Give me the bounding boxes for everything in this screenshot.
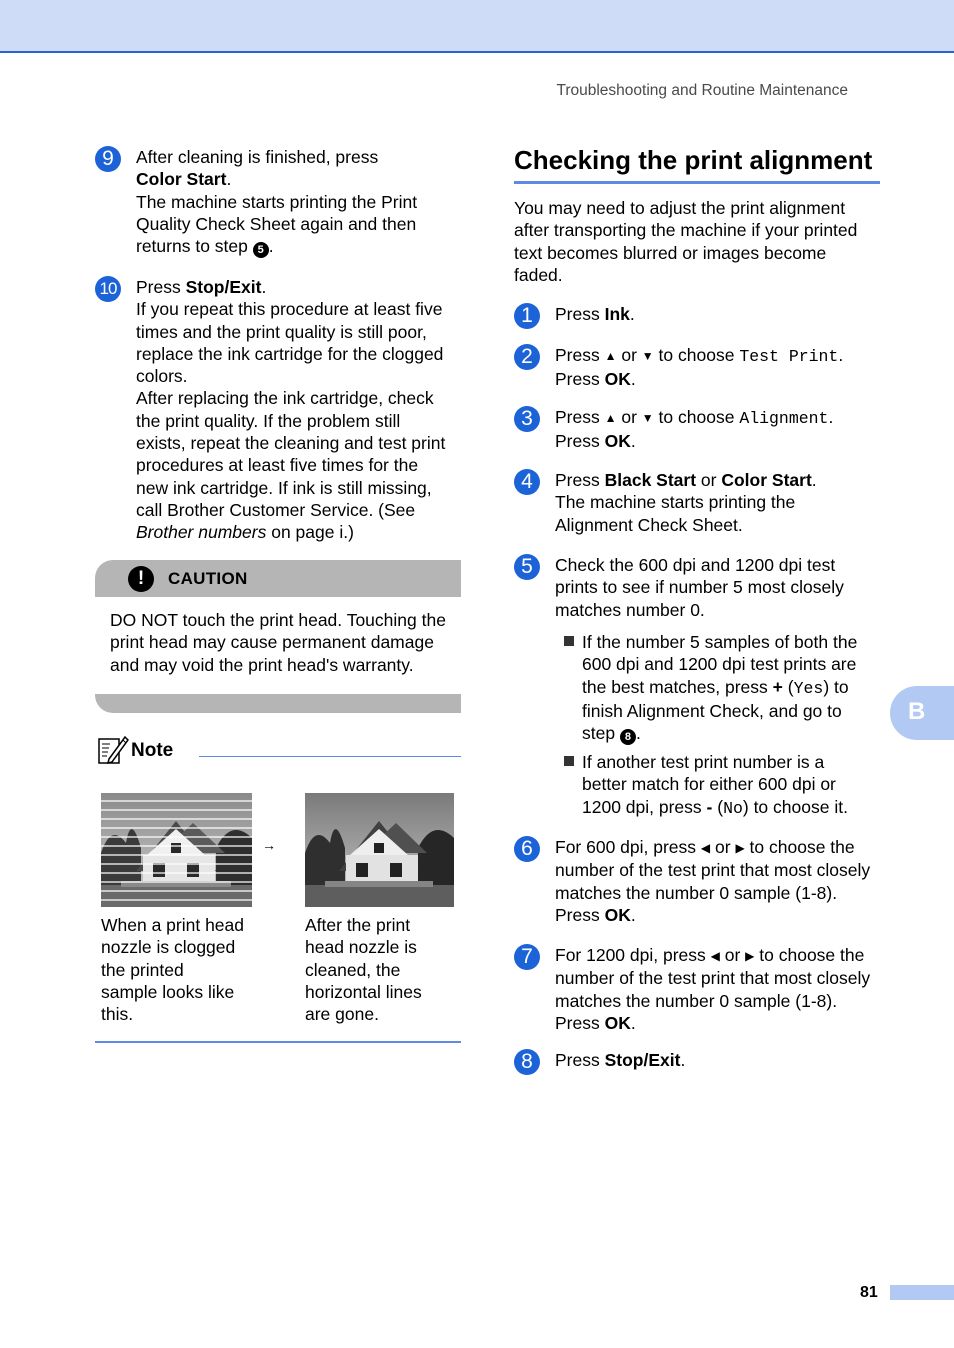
step-number-badge: 9 [95, 146, 121, 172]
text-line: nozzle is clogged [101, 937, 236, 958]
appendix-tab-letter: B [908, 698, 926, 725]
bold-text: Ink [604, 304, 630, 324]
bold-text: + [772, 676, 783, 697]
note-pencil-icon [97, 733, 129, 765]
text-span: or [696, 470, 722, 490]
page-number: 81 [860, 1284, 878, 1301]
note-rule [199, 756, 461, 757]
text-span: Press [555, 431, 605, 452]
text-line: and may void the print head's warranty. [110, 654, 414, 675]
text-line: colors. [136, 366, 188, 387]
bold-text: - [706, 796, 713, 817]
text-line: prints to see if number 5 most closely [555, 577, 844, 598]
text-line [136, 168, 417, 190]
step-2-text [555, 344, 843, 391]
text-span: Press [136, 277, 186, 297]
bold-text: OK [604, 369, 631, 390]
text-line: print head may cause permanent damage [110, 632, 434, 653]
text-line: sample looks like [101, 981, 235, 1002]
text-line: You may need to adjust the print alignment [514, 198, 846, 218]
text-line [582, 722, 857, 745]
text-line: better match for either 600 dpi or [582, 774, 836, 795]
text-span: . [680, 1050, 686, 1070]
text-line: are gone. [305, 1004, 379, 1025]
left-arrow-icon: ◀ [710, 949, 720, 963]
step-reference-badge: 8 [620, 729, 636, 745]
text-line: The machine starts printing the [555, 492, 796, 513]
right-arrow-icon: ▶ [735, 841, 745, 855]
caution-body [110, 609, 446, 676]
text-span: to choose [653, 345, 740, 365]
heading-underline [514, 181, 880, 184]
text-line: Quality Check Sheet again and then [136, 213, 417, 234]
step-reference-badge: 5 [253, 242, 269, 258]
text-line [555, 368, 843, 390]
text-span: ( [712, 796, 724, 817]
text-span: . [635, 723, 641, 744]
text-span: the best matches, press [582, 676, 773, 697]
step-number-badge: 6 [514, 836, 540, 862]
text-span: Press [555, 1050, 605, 1070]
text-line [582, 796, 848, 820]
bold-text: Stop/Exit [604, 1050, 681, 1070]
text-span: . [268, 236, 274, 257]
text-line [136, 521, 445, 543]
text-span: ) to [823, 676, 849, 697]
step-number-badge: 2 [514, 344, 540, 370]
text-span: or [616, 345, 642, 365]
text-span: or [616, 407, 642, 427]
right-arrow-icon: ▶ [745, 949, 755, 963]
text-line: The machine starts printing the Print [136, 191, 418, 212]
text-line: horizontal lines [305, 981, 422, 1002]
bold-text: Stop/Exit [185, 277, 262, 297]
bullet-square-icon [564, 756, 574, 766]
clogged-nozzle-sample-image [101, 793, 252, 907]
text-line: When a print head [101, 915, 245, 935]
up-arrow-icon: ▲ [604, 411, 617, 425]
text-line [555, 1049, 685, 1071]
text-span: Press [555, 304, 605, 324]
text-line: new ink cartridge. If ink is still missing, [136, 477, 432, 498]
step-6-text [555, 836, 870, 926]
bold-text: Color Start [136, 169, 227, 190]
note-bottom-rule [95, 1041, 461, 1043]
text-span: Press [555, 369, 605, 390]
caution-label: CAUTION [168, 569, 248, 588]
bold-text: OK [604, 431, 631, 452]
step-5-text [555, 554, 844, 621]
text-line: procedures at least five times for the [136, 455, 419, 476]
text-line: DO NOT touch the print head. Touching the [110, 610, 446, 630]
note-caption-left [101, 914, 244, 1025]
text-line [555, 904, 870, 926]
text-span: . [630, 431, 636, 452]
text-span: For 600 dpi, press [555, 837, 701, 857]
caution-header [95, 560, 461, 597]
left-arrow-icon: ◀ [700, 841, 711, 855]
text-span: For 1200 dpi, press [555, 945, 711, 965]
text-span: or [710, 837, 736, 857]
text-line: after transporting the machine if your printed [514, 220, 858, 241]
step-number-badge: 8 [514, 1049, 540, 1075]
text-line: this. [101, 1004, 134, 1025]
text-line [555, 469, 817, 491]
text-span: ( [782, 676, 794, 697]
text-span: Press [555, 1012, 605, 1033]
italic-text: Brother numbers [136, 522, 267, 543]
text-span: . [629, 304, 635, 324]
menu-option-text: Yes [793, 678, 824, 698]
step-number-badge: 1 [514, 303, 540, 329]
bullet-text [582, 631, 857, 745]
text-line: faded. [514, 264, 563, 285]
text-line: If the number 5 samples of both the [582, 632, 858, 652]
text-line: replace the ink cartridge for the clogged [136, 343, 444, 364]
step-number-badge: 7 [514, 944, 540, 970]
header-band [0, 0, 954, 53]
text-line: exists, repeat the cleaning and test print [136, 433, 446, 454]
text-line: After the print [305, 915, 411, 935]
text-line [555, 303, 635, 325]
text-span: to choose the [744, 837, 855, 857]
bullet-text [582, 751, 848, 820]
step-4-text [555, 469, 817, 536]
menu-option-text: No [723, 798, 743, 818]
text-span: Press [555, 407, 605, 427]
text-span: or [719, 945, 746, 965]
text-span: . [630, 1012, 636, 1033]
text-line: finish Alignment Check, and go to [582, 700, 842, 721]
text-span: . [828, 407, 834, 427]
text-span: Press [555, 470, 605, 490]
text-span: . [226, 169, 232, 190]
footer-bar [890, 1285, 954, 1300]
text-line [555, 344, 843, 368]
step-9-text [136, 146, 417, 258]
cleaned-nozzle-sample-image [305, 793, 454, 907]
text-line: After cleaning is finished, press [136, 147, 379, 167]
text-line: Check the 600 dpi and 1200 dpi test [555, 555, 836, 575]
text-line: If another test print number is a [582, 752, 825, 772]
down-arrow-icon: ▼ [641, 349, 654, 363]
text-line: number of the test print that most closely [555, 860, 871, 881]
text-span: to choose [653, 407, 740, 427]
step-number-badge: 4 [514, 469, 540, 495]
text-span: step [582, 723, 620, 744]
text-line [555, 406, 833, 430]
text-span: . [630, 369, 636, 390]
text-span: Press [555, 345, 605, 365]
text-line: Alignment Check Sheet. [555, 514, 743, 535]
arrow-icon: → [262, 837, 276, 853]
section-heading: Checking the print alignment [514, 145, 873, 175]
text-line: cleaned, the [305, 959, 401, 980]
text-line: matches the number 0 sample (1-8). [555, 990, 838, 1011]
appendix-tab [890, 686, 954, 740]
text-line [136, 276, 445, 298]
text-line: times and the print quality is still poor, [136, 321, 427, 342]
text-span: returns to step [136, 236, 253, 257]
text-line [555, 1012, 870, 1034]
step-number-badge: 10 [95, 276, 121, 302]
text-line [555, 836, 870, 859]
text-span: Press [555, 904, 605, 925]
text-line: text becomes blurred or images become [514, 242, 827, 263]
bullet-square-icon [564, 636, 574, 646]
text-line [582, 676, 857, 700]
step-number-badge: 3 [514, 406, 540, 432]
step-8-text [555, 1049, 685, 1071]
text-line: 600 dpi and 1200 dpi test prints are [582, 654, 857, 675]
text-line: number of the test print that most closely [555, 968, 871, 989]
text-line [555, 944, 870, 967]
text-line: head nozzle is [305, 937, 417, 958]
text-line [136, 235, 417, 258]
step-10-text [136, 276, 445, 544]
text-span: . [811, 470, 817, 490]
text-line: the printed [101, 959, 184, 980]
text-line: If you repeat this procedure at least five [136, 299, 443, 320]
exclamation-icon: ! [128, 566, 154, 592]
note-caption-right [305, 914, 422, 1025]
text-span: to choose the [754, 945, 865, 965]
note-label: Note [131, 740, 174, 761]
text-span: . [630, 904, 636, 925]
bold-text: Color Start [721, 470, 812, 490]
menu-option-text: Test Print [739, 347, 839, 366]
step-3-text [555, 406, 833, 453]
bold-text: OK [604, 904, 631, 925]
intro-paragraph [514, 197, 857, 286]
text-line: After replacing the ink cartridge, check [136, 388, 434, 409]
bold-text: Black Start [604, 470, 697, 490]
caution-footer [95, 694, 461, 713]
running-header: Troubleshooting and Routine Maintenance [556, 82, 848, 99]
text-span: 1200 dpi, press [582, 796, 707, 817]
text-span: ) to choose it. [742, 796, 848, 817]
down-arrow-icon: ▼ [641, 411, 654, 425]
text-line: the print quality. If the problem still [136, 410, 401, 431]
up-arrow-icon: ▲ [604, 349, 617, 363]
step-1-text [555, 303, 635, 325]
text-span: . [261, 277, 267, 297]
bold-text: OK [604, 1012, 631, 1033]
step-7-text [555, 944, 870, 1034]
text-line: matches the number 0 sample (1-8). [555, 882, 838, 903]
text-line [555, 430, 833, 452]
menu-option-text: Alignment [739, 409, 829, 428]
text-span: on page i.) [266, 522, 354, 543]
text-line: call Brother Customer Service. (See [136, 499, 416, 520]
step-number-badge: 5 [514, 554, 540, 580]
text-span: . [838, 345, 844, 365]
text-line: matches number 0. [555, 599, 705, 620]
